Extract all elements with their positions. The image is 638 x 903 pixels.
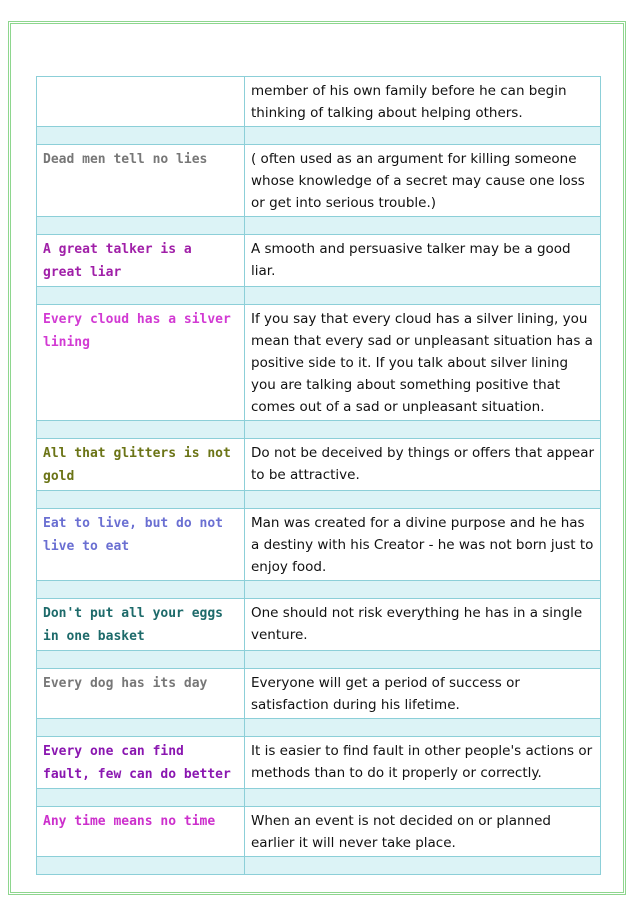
meaning-cell bbox=[245, 305, 601, 421]
table-row bbox=[37, 509, 601, 581]
proverb-text: Any time means no time bbox=[43, 814, 216, 829]
meaning-cell bbox=[245, 807, 601, 857]
proverb-text: Don't put all your eggs in one basket bbox=[43, 606, 224, 644]
proverb-text: Every cloud has a silver lining bbox=[43, 312, 231, 350]
spacer-row bbox=[37, 287, 601, 305]
spacer-cell bbox=[37, 491, 245, 509]
table-row bbox=[37, 669, 601, 719]
meaning-text: A smooth and persuasive talker may be a good liar. bbox=[251, 241, 571, 279]
table-row bbox=[37, 77, 601, 127]
meaning-text: It is easier to find fault in other people's actions or methods than to do it properly or correctly. bbox=[251, 743, 593, 781]
spacer-cell bbox=[245, 857, 601, 875]
spacer-cell bbox=[37, 581, 245, 599]
spacer-cell bbox=[37, 789, 245, 807]
proverb-text: A great talker is a great liar bbox=[43, 242, 192, 280]
proverb-text: All that glitters is not gold bbox=[43, 446, 231, 484]
meaning-text: Do not be deceived by things or offers that appear to be attractive. bbox=[251, 445, 595, 483]
meaning-cell bbox=[245, 235, 601, 287]
proverb-cell bbox=[37, 509, 245, 581]
meaning-text: If you say that every cloud has a silver lining, you mean that every sad or unpleasant situation has a positive side to it. If you talk about silver lining you are talking about something positive that comes out of a sad or unpleasant situation. bbox=[251, 311, 593, 415]
proverb-text: Dead men tell no lies bbox=[43, 152, 208, 167]
spacer-cell bbox=[37, 719, 245, 737]
meaning-cell bbox=[245, 599, 601, 651]
spacer-row bbox=[37, 857, 601, 875]
spacer-cell bbox=[245, 719, 601, 737]
spacer-row bbox=[37, 651, 601, 669]
meaning-text: When an event is not decided on or planned earlier it will never take place. bbox=[251, 813, 551, 851]
spacer-row bbox=[37, 217, 601, 235]
proverb-cell bbox=[37, 305, 245, 421]
table-row bbox=[37, 145, 601, 217]
spacer-cell bbox=[37, 287, 245, 305]
meaning-text: member of his own family before he can begin thinking of talking about helping others. bbox=[251, 83, 567, 121]
spacer-cell bbox=[245, 491, 601, 509]
spacer-row bbox=[37, 491, 601, 509]
table-row bbox=[37, 439, 601, 491]
proverb-cell bbox=[37, 439, 245, 491]
table-row bbox=[37, 737, 601, 789]
proverb-cell bbox=[37, 807, 245, 857]
proverb-text: Every one can find fault, few can do better bbox=[43, 744, 231, 782]
meaning-cell bbox=[245, 77, 601, 127]
table-row bbox=[37, 235, 601, 287]
proverb-cell bbox=[37, 235, 245, 287]
table-row bbox=[37, 599, 601, 651]
proverb-cell bbox=[37, 77, 245, 127]
spacer-cell bbox=[245, 287, 601, 305]
spacer-cell bbox=[37, 651, 245, 669]
meaning-cell bbox=[245, 145, 601, 217]
spacer-row bbox=[37, 719, 601, 737]
spacer-cell bbox=[245, 789, 601, 807]
spacer-row bbox=[37, 127, 601, 145]
table-row bbox=[37, 305, 601, 421]
meaning-text: Man was created for a divine purpose and he has a destiny with his Creator - he was not born just to enjoy food. bbox=[251, 515, 594, 575]
proverb-cell bbox=[37, 599, 245, 651]
spacer-cell bbox=[37, 217, 245, 235]
spacer-row bbox=[37, 581, 601, 599]
spacer-row bbox=[37, 789, 601, 807]
meaning-text: One should not risk everything he has in a single venture. bbox=[251, 605, 583, 643]
spacer-cell bbox=[245, 127, 601, 145]
spacer-cell bbox=[245, 421, 601, 439]
meaning-cell bbox=[245, 737, 601, 789]
proverb-cell bbox=[37, 737, 245, 789]
spacer-row bbox=[37, 421, 601, 439]
meaning-cell bbox=[245, 439, 601, 491]
proverbs-table-body bbox=[37, 77, 601, 875]
proverb-text: Eat to live, but do not live to eat bbox=[43, 516, 224, 554]
spacer-cell bbox=[245, 217, 601, 235]
spacer-cell bbox=[245, 651, 601, 669]
meaning-text: ( often used as an argument for killing someone whose knowledge of a secret may cause one loss or get into serious trouble.) bbox=[251, 151, 585, 211]
spacer-cell bbox=[245, 581, 601, 599]
meaning-cell bbox=[245, 509, 601, 581]
proverbs-table bbox=[36, 76, 601, 875]
meaning-text: Everyone will get a period of success or satisfaction during his lifetime. bbox=[251, 675, 520, 713]
spacer-cell bbox=[37, 857, 245, 875]
spacer-cell bbox=[37, 127, 245, 145]
spacer-cell bbox=[37, 421, 245, 439]
proverb-cell bbox=[37, 145, 245, 217]
meaning-cell bbox=[245, 669, 601, 719]
proverb-cell bbox=[37, 669, 245, 719]
table-row bbox=[37, 807, 601, 857]
proverb-text: Every dog has its day bbox=[43, 676, 208, 691]
